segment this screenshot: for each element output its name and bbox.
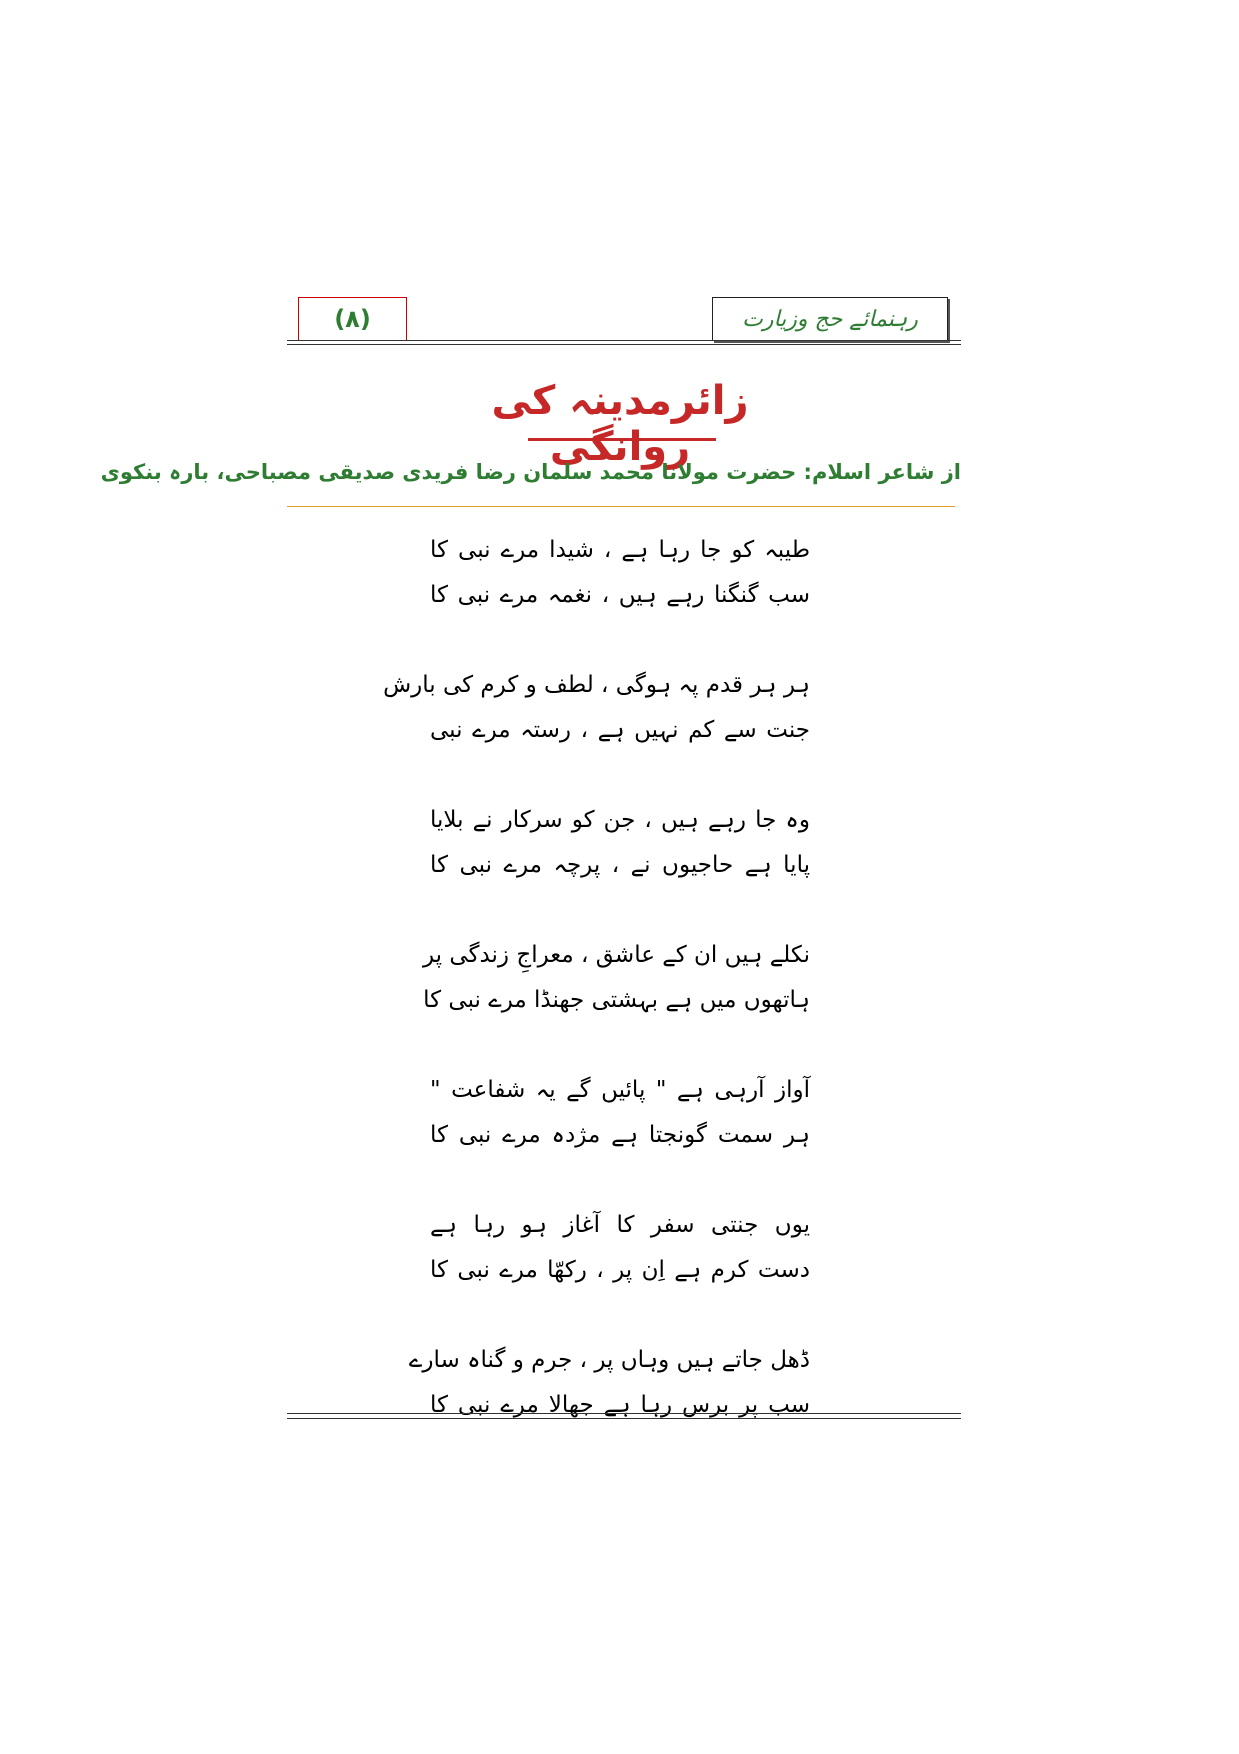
verse-line: ڈھل جاتے ہیں وہاں پر ، جرم و گناہ سارے xyxy=(408,1347,810,1373)
verse-line: ہر ہر قدم پہ ہوگی ، لطف و کرم کی بارش xyxy=(383,672,810,698)
stanza xyxy=(430,1203,810,1338)
poem-body xyxy=(383,528,810,1473)
book-title-box xyxy=(712,297,948,341)
verse-line: سب پر برس رہا ہے جھالا مرے نبی کا xyxy=(430,1392,810,1418)
footer-rule-top xyxy=(287,1413,961,1414)
verse-line: جنت سے کم نہیں ہے ، رستہ مرے نبی xyxy=(430,717,810,743)
stanza xyxy=(430,1068,810,1203)
verse-line: دست کرم ہے اِن پر ، رکھّا مرے نبی کا xyxy=(430,1257,810,1283)
book-title: رہنمائے حج وزیارت xyxy=(742,306,918,332)
header-rule-top xyxy=(287,340,961,341)
verse-line: نکلے ہیں ان کے عاشق ، معراجِ زندگی پر xyxy=(422,942,810,968)
author-rule xyxy=(287,506,955,507)
header-rule-bottom xyxy=(287,344,961,345)
poem-title: زائرمدینہ کی روانگی xyxy=(491,378,749,470)
verse-line: ہر سمت گونجتا ہے مژدہ مرے نبی کا xyxy=(430,1122,810,1148)
verse-line: پایا ہے حاجیوں نے ، پرچہ مرے نبی کا xyxy=(430,852,810,878)
stanza xyxy=(430,528,810,663)
verse-line: ہاتھوں میں ہے بہشتی جھنڈا مرے نبی کا xyxy=(423,987,810,1013)
verse-line: وہ جا رہے ہیں ، جن کو سرکار نے بلایا xyxy=(430,807,810,833)
stanza xyxy=(422,933,810,1068)
verse-line: آواز آرہی ہے " پائیں گے یہ شفاعت " xyxy=(430,1077,810,1103)
author-prefix: از شاعر اسلام: xyxy=(803,460,961,484)
verse-line: یوں جنتی سفر کا آغاز ہو رہا ہے xyxy=(430,1212,810,1238)
author-line xyxy=(100,460,961,484)
verse-line: سب گنگنا رہے ہیں ، نغمہ مرے نبی کا xyxy=(430,582,810,608)
title-underline xyxy=(528,438,716,441)
page-number: (۸) xyxy=(334,305,371,333)
stanza xyxy=(383,663,810,798)
stanza xyxy=(408,1338,810,1473)
stanza xyxy=(430,798,810,933)
page-number-box xyxy=(298,297,407,341)
author-name: حضرت مولانا محمد سلمان رضا فریدی صدیقی مصباحی، بارہ بنکوی xyxy=(100,460,797,484)
footer-rule-bottom xyxy=(287,1418,961,1419)
verse-line: طیبہ کو جا رہا ہے ، شیدا مرے نبی کا xyxy=(430,537,810,563)
